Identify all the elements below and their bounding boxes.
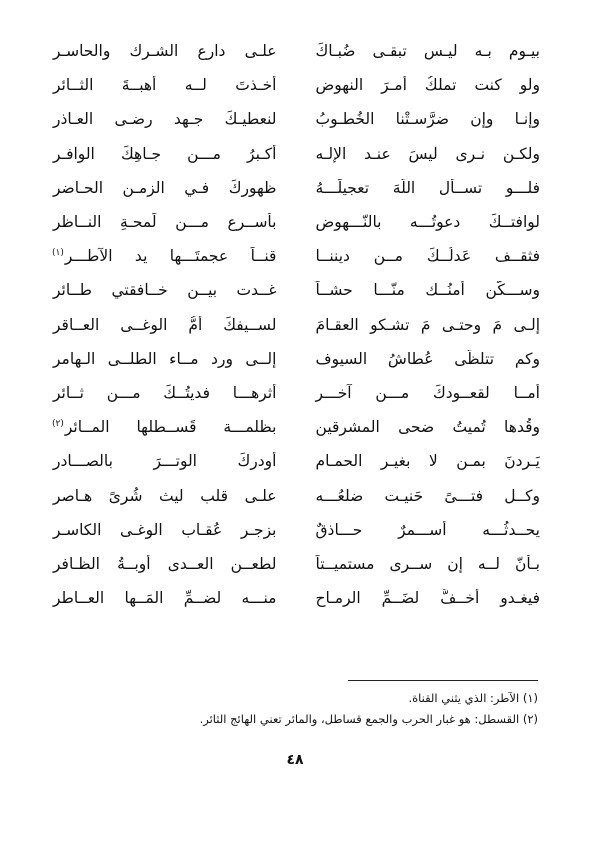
verse (52, 478, 540, 512)
verse (52, 376, 540, 410)
hemistich-text: قنــاً عجمتَـــها يد الآطـــرِ (64, 247, 277, 266)
verse-second-hemistich (52, 179, 286, 197)
verse-second-hemistich (52, 418, 286, 436)
verse-first-hemistich: بـأنّ لــه إن ســرى مستميــتاً (315, 554, 540, 573)
verse (52, 34, 540, 68)
page-number: ٤٨ (286, 752, 304, 768)
footnote-reference: (٢) (52, 419, 64, 429)
verse-first-hemistich: إلـى مَ وحتـى مَ تشـكو العقـامَ (315, 315, 540, 334)
verse-first-hemistich: فثقــف عَدلُــكَ مــن ديننــا (315, 247, 540, 266)
footnote: (١) الآطر: الذي يثني القناة. (408, 691, 538, 705)
verse-first-hemistich: ولكـن نـرى ليسَ عنـد الإلـه (315, 144, 540, 163)
verse (52, 513, 540, 547)
verse-first-hemistich: ولو كنت تملكُ أمـرَ النهوض (315, 76, 540, 95)
hemistich-text: أخـذتَ لــه أهبــةَ الثــائر (53, 76, 277, 95)
verse-second-hemistich (52, 384, 286, 402)
hemistich-text: أودركَ الوتـــرَ بالصـــادرِ (53, 452, 277, 471)
verse (52, 342, 540, 376)
verse (52, 547, 540, 581)
verse-first-hemistich: فلـــو تســأل اللّهَ تعجيلَـــهُ (315, 178, 540, 197)
verse-second-hemistich (52, 213, 286, 231)
verse-second-hemistich (52, 247, 286, 265)
verse (52, 171, 540, 205)
verse-second-hemistich (52, 452, 286, 470)
hemistich-text: لنعطيـكَ جـهد رضـى العـاذرِ (53, 110, 277, 129)
verse-second-hemistich (52, 42, 286, 60)
verse-first-hemistich: أمــا لقعــودكَ مـــن آخـــر (315, 383, 540, 402)
poem (52, 34, 540, 615)
verse-second-hemistich (52, 76, 286, 94)
hemistich-text: علـى قلب ليث شُرىً هـاصرِ (53, 486, 277, 505)
hemistich-text: علـى دارع الشـرك والحاسـر (53, 42, 277, 61)
verse (52, 410, 540, 444)
verse-first-hemistich: وقُدها تُميتُ ضحى المشرقين (315, 418, 540, 437)
verse (52, 68, 540, 102)
hemistich-text: غــدت بيــن خــافقتي طــائر (53, 281, 277, 300)
verse-first-hemistich: وكم تتلظّى عُطاشُ السيوف (315, 349, 540, 368)
verse-first-hemistich: وإنـا وإن ضرَّسـتْنا الخُطـوبُ (315, 110, 540, 129)
footnote: (٢) القسطل: هو غبار الحرب والجمع قساطل، والمائر تعني الهائج الثائر. (199, 712, 538, 726)
verse-second-hemistich (52, 110, 286, 128)
hemistich-text: أكـبرُ مـــن جـاهِكَ الوافـر (53, 144, 277, 163)
hemistich-text: إلــى ورد مــاء الطلــى الـهامرِ (53, 349, 277, 368)
verse-first-hemistich: يحــدثُـــه أســـمرٌ حـــاذقٌ (315, 520, 540, 539)
verse-second-hemistich (52, 316, 286, 334)
footnotes (52, 688, 538, 730)
verse (52, 239, 540, 273)
verse-first-hemistich: بيـوم بـه ليـس تبقـى ضُبـاكَ (315, 42, 540, 61)
footnote-divider (348, 680, 538, 681)
verse (52, 102, 540, 136)
verse (52, 205, 540, 239)
verse-second-hemistich (52, 589, 286, 607)
verse (52, 444, 540, 478)
hemistich-text: ظهورِكَ فـي الزمـن الحـاضرِ (53, 178, 277, 197)
hemistich-text: منـــه لضــمِّ المَــها العــاطرِ (53, 589, 277, 608)
verse-first-hemistich: وكــل فتـــىً حَنيـت ضلعُـــه (315, 486, 540, 505)
verse-second-hemistich (52, 487, 286, 505)
footnote-reference: (١) (52, 248, 64, 259)
hemistich-text: بزجـر عُقـاب الوغـى الكاسـرِ (53, 520, 277, 539)
verse-first-hemistich: فيغـدو أخــفُّ لضَــمِّ الرمـاح (315, 589, 540, 608)
verse-second-hemistich (52, 521, 286, 539)
hemistich-text: بأســرع مـــن لَمحـةِ النــاظرِ (53, 213, 277, 232)
hemistich-text: لســيفكَ أمُّ الوغــى العــاقرِ (53, 315, 277, 334)
hemistich-text: لطعــن العــدى أوبــةُ الظـافرِ (53, 554, 277, 573)
verse-second-hemistich (52, 350, 286, 368)
verse-first-hemistich: وســـكّن أمنُــك منّـــا حشــاً (315, 281, 540, 300)
verse-second-hemistich (52, 145, 286, 163)
verse (52, 308, 540, 342)
verse (52, 273, 540, 307)
verse (52, 137, 540, 171)
verse-first-hemistich: لوافتــكَ دعوتُـــه بالنّـــهوض (315, 213, 540, 232)
verse-second-hemistich (52, 281, 286, 299)
hemistich-text: أثرهـــا فديتُــكَ مـــن ثــائرِ (53, 383, 277, 402)
verse (52, 581, 540, 615)
verse-first-hemistich: يَـردنَ بمـن لا بغيـر الحمـام (315, 452, 540, 471)
verse-second-hemistich (52, 555, 286, 573)
hemistich-text: بظلمـــة قَســطلها المــائرِ (64, 418, 277, 437)
